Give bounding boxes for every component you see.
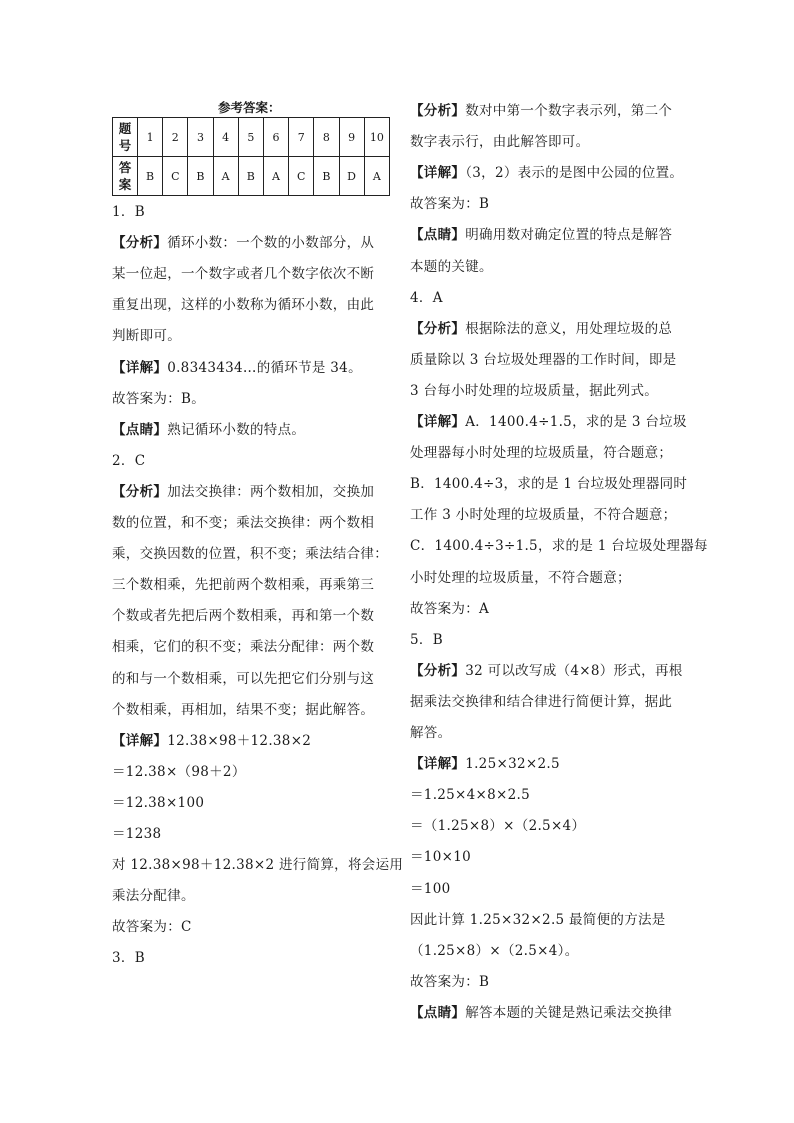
line-text: ＝12.38×100	[112, 794, 205, 811]
line-text: 解答本题的关键是熟记乘法交换律	[465, 1004, 673, 1021]
line-text: 某一位起，一个数字或者几个数字依次不断	[112, 266, 375, 283]
line-text: 因此计算 1.25×32×2.5 最简便的方法是	[410, 911, 666, 928]
question-number: 5	[238, 118, 263, 157]
text-line	[112, 639, 374, 655]
text-line	[410, 352, 676, 368]
question-number: 6	[263, 118, 288, 157]
line-text: 数字表示行，由此解答即可。	[410, 134, 590, 151]
line-text: 的和与一个数相乘，可以先把它们分别与这	[112, 670, 375, 687]
line-text: 5．B	[410, 631, 443, 648]
text-line	[112, 453, 145, 469]
line-text: 数对中第一个数字表示列，第二个	[465, 103, 673, 119]
text-line	[112, 919, 192, 935]
line-text: 本题的关键。	[410, 258, 493, 275]
section-tag: 【详解】	[112, 359, 168, 376]
section-tag: 【详解】	[410, 414, 466, 430]
text-line	[410, 383, 658, 399]
section-tag: 【详解】	[410, 165, 466, 182]
text-line	[112, 671, 374, 687]
line-text: 熟记循环小数的特点。	[167, 421, 306, 438]
text-line	[112, 391, 205, 407]
answer-row-header-char-2: 案	[118, 177, 132, 192]
text-line	[410, 725, 451, 741]
text-line	[410, 321, 672, 337]
line-text: 三个数相乘，先把前两个数相乘，再乘第三	[112, 577, 375, 594]
line-text: 个数或者先把后两个数相乘，再和第一个数	[112, 608, 375, 625]
text-line	[410, 476, 687, 492]
section-tag: 【分析】	[112, 483, 168, 500]
line-text: ＝1238	[112, 826, 162, 842]
text-line	[410, 196, 489, 212]
text-line	[410, 663, 683, 679]
line-text: 相乘，它们的积不变；乘法分配律：两个数	[112, 639, 375, 656]
line-text: 根据除法的意义，用处理垃圾的总	[465, 320, 673, 337]
section-tag: 【点睛】	[112, 421, 168, 438]
text-line	[410, 227, 672, 243]
answer-row-header-char-1: 答	[118, 160, 132, 175]
line-text: 3 台每小时处理的垃圾质量，据此列式。	[410, 382, 659, 399]
answer-letter: B	[314, 157, 339, 196]
line-text: 解答。	[410, 725, 452, 741]
line-text: 小时处理的垃圾质量，不符合题意；	[410, 569, 631, 586]
text-line	[410, 134, 589, 150]
section-tag: 【分析】	[410, 103, 466, 119]
answer-row-header	[113, 157, 138, 196]
answer-letter: B	[138, 157, 163, 196]
text-line	[410, 632, 443, 648]
line-text: ＝（1.25×8）×（2.5×4）	[410, 818, 586, 835]
line-text: 故答案为：B。	[112, 390, 206, 407]
question-number: 3	[188, 118, 213, 157]
text-line	[112, 328, 181, 344]
text-line	[410, 538, 708, 554]
section-tag: 【点睛】	[410, 1004, 466, 1021]
answer-letter: A	[364, 157, 389, 196]
line-text: 乘，交换因数的位置，积不变；乘法结合律：	[112, 546, 388, 563]
line-text: 乘法分配律。	[112, 888, 195, 905]
answer-key-answer-row	[113, 157, 390, 196]
text-line	[112, 888, 195, 904]
line-text: 质量除以 3 台垃圾处理器的工作时间，即是	[410, 351, 677, 368]
line-text: 故答案为：B	[410, 196, 490, 213]
question-number: 4	[213, 118, 238, 157]
text-line	[112, 702, 374, 718]
line-text: ＝10×10	[410, 849, 471, 866]
line-text: B．1400.4÷3，求的是 1 台垃圾处理器同时	[410, 476, 688, 493]
text-line	[410, 974, 489, 990]
line-text: 工作 3 小时处理的垃圾质量，不符合题意；	[410, 507, 677, 524]
question-number: 8	[314, 118, 339, 157]
text-line	[410, 912, 666, 928]
line-text: 3．B	[112, 950, 145, 967]
number-row-header-char-2: 号	[118, 138, 132, 153]
text-line	[112, 733, 311, 749]
text-line	[410, 103, 672, 119]
answer-letter: A	[213, 157, 238, 196]
text-line	[410, 694, 672, 710]
line-text: 循环小数：一个数的小数部分，从	[167, 235, 375, 252]
text-line	[112, 422, 305, 438]
number-row-header	[113, 118, 138, 157]
text-line	[112, 826, 161, 842]
answer-key-number-row	[113, 118, 390, 157]
question-number: 10	[364, 118, 389, 157]
section-tag: 【分析】	[112, 235, 168, 252]
line-text: C．1400.4÷3÷1.5，求的是 1 台垃圾处理器每	[410, 538, 708, 555]
line-text: 2．C	[112, 452, 146, 469]
text-line	[410, 756, 560, 772]
line-text: ＝1.25×4×8×2.5	[410, 787, 531, 804]
line-text: ＝12.38×（98＋2）	[112, 763, 246, 780]
answer-letter: B	[238, 157, 263, 196]
line-text: （3，2）表示的是图中公园的位置。	[465, 165, 684, 182]
line-text: 1.25×32×2.5	[465, 756, 560, 773]
text-line	[410, 818, 585, 834]
answer-key-table	[112, 117, 390, 196]
number-row-header-char-1: 题	[118, 121, 132, 136]
question-number: 7	[289, 118, 314, 157]
answer-key-title: 参考答案：	[218, 100, 281, 115]
line-text: 据乘法交换律和结合律进行简便计算，据此	[410, 693, 673, 710]
section-tag: 【详解】	[112, 732, 168, 749]
text-line	[112, 484, 374, 500]
line-text: 数的位置，和不变；乘法交换律：两个数相	[112, 515, 375, 531]
answer-letter: C	[289, 157, 314, 196]
line-text: （1.25×8）×（2.5×4）。	[410, 942, 579, 959]
text-line	[410, 943, 579, 959]
text-line	[410, 1005, 672, 1021]
text-line	[410, 787, 530, 803]
section-tag: 【分析】	[410, 320, 466, 337]
section-tag: 【详解】	[410, 756, 466, 773]
line-text: 重复出现，这样的小数称为循环小数，由此	[112, 297, 375, 314]
line-text: 个数相乘，再相加，结果不变；据此解答。	[112, 701, 375, 718]
section-tag: 【分析】	[410, 662, 466, 679]
text-line	[112, 608, 374, 624]
answer-letter: B	[188, 157, 213, 196]
text-line	[112, 795, 204, 811]
text-line	[112, 297, 374, 313]
text-line	[410, 601, 489, 617]
line-text: 故答案为：A	[410, 600, 490, 617]
line-text: 判断即可。	[112, 328, 181, 345]
line-text: 4．A	[410, 289, 443, 306]
line-text: 1．B	[112, 204, 145, 220]
question-number: 9	[339, 118, 364, 157]
line-text: 12.38×98＋12.38×2	[167, 732, 312, 749]
question-number: 2	[163, 118, 188, 157]
text-line	[112, 515, 374, 531]
text-line	[112, 950, 145, 966]
text-line	[112, 546, 388, 562]
text-line	[410, 570, 631, 586]
line-text: ＝100	[410, 880, 451, 897]
text-line	[410, 445, 672, 461]
line-text: 0.8343434…的循环节是 34。	[167, 359, 362, 376]
text-line	[410, 259, 493, 275]
text-line	[112, 857, 403, 873]
line-text: 明确用数对确定位置的特点是解答	[465, 227, 673, 244]
answer-letter: A	[263, 157, 288, 196]
text-line	[112, 577, 374, 593]
text-line	[112, 360, 362, 376]
line-text: 32 可以改写成（4×8）形式，再根	[465, 662, 683, 679]
text-line	[112, 235, 374, 251]
line-text: 故答案为：C	[112, 919, 192, 936]
answer-letter: D	[339, 157, 364, 196]
line-text: 故答案为：B	[410, 973, 490, 990]
line-text: A．1400.4÷1.5，求的是 3 台垃圾	[465, 414, 687, 430]
text-line	[112, 266, 374, 282]
line-text: 加法交换律：两个数相加，交换加	[167, 483, 375, 500]
text-line	[410, 165, 683, 181]
answer-letter: C	[163, 157, 188, 196]
text-line	[410, 290, 443, 306]
text-line	[112, 204, 145, 220]
text-line	[410, 849, 471, 865]
line-text: 处理器每小时处理的垃圾质量，符合题意；	[410, 445, 673, 462]
section-tag: 【点睛】	[410, 227, 466, 244]
question-number: 1	[138, 118, 163, 157]
text-line	[410, 507, 676, 523]
text-line	[112, 764, 246, 780]
line-text: 对 12.38×98＋12.38×2 进行简算，将会运用	[112, 857, 404, 874]
text-line	[410, 414, 687, 430]
text-line	[410, 881, 450, 897]
